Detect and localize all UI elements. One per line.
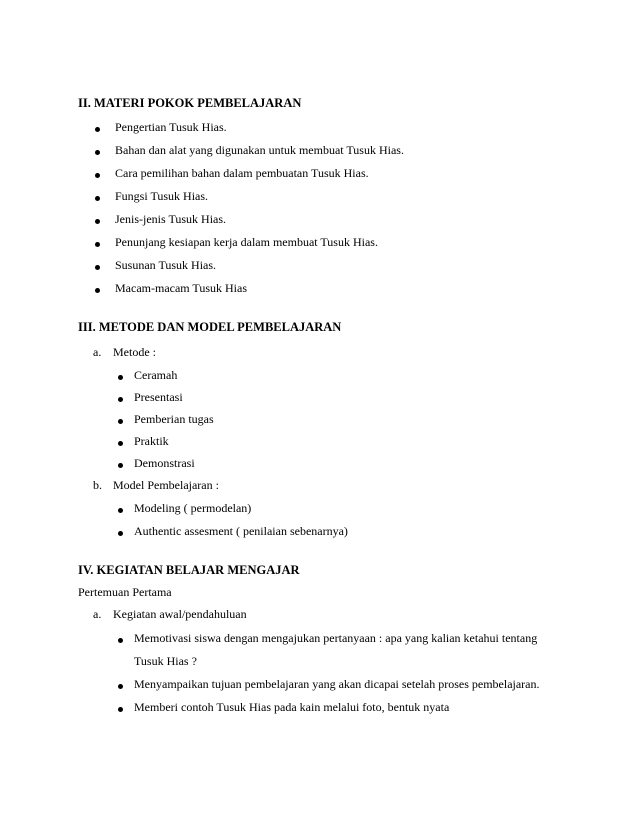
metode-title: Metode : [113,345,156,359]
bullet-icon [95,288,100,293]
bullet-icon [118,638,123,643]
bullet-icon [95,242,100,247]
list-item: Susunan Tusuk Hias. [115,258,217,272]
bullet-icon [118,419,123,424]
list-item: Praktik [134,434,169,448]
section-4-heading: IV. KEGIATAN BELAJAR MENGAJAR [78,563,300,577]
list-item: Modeling ( permodelan) [134,501,252,515]
bullet-icon [118,441,123,446]
list-item: Fungsi Tusuk Hias. [115,189,209,203]
section-3-heading: III. METODE DAN MODEL PEMBELAJARAN [78,320,342,334]
list-item: Memberi contoh Tusuk Hias pada kain melalui foto, bentuk nyata [134,700,450,714]
model-title: Model Pembelajaran : [113,478,219,492]
section-2-heading: II. MATERI POKOK PEMBELAJARAN [78,96,302,110]
bullet-icon [118,397,123,402]
list-item: Memotivasi siswa dengan mengajukan pertanyaan : apa yang kalian ketahui tentang [134,631,538,645]
bullet-icon [95,150,100,155]
bullet-icon [118,684,123,689]
list-item: Authentic assesment ( penilaian sebenarnya) [134,524,348,538]
list-item-continuation: Tusuk Hias ? [134,654,197,668]
bullet-icon [95,219,100,224]
kegiatan-awal-title: Kegiatan awal/pendahuluan [113,607,247,621]
list-item: Demonstrasi [134,456,195,470]
bullet-icon [118,531,123,536]
bullet-icon [95,127,100,132]
list-item: Bahan dan alat yang digunakan untuk membuat Tusuk Hias. [115,143,404,157]
list-item: Penunjang kesiapan kerja dalam membuat Tusuk Hias. [115,235,378,249]
list-item: Pengertian Tusuk Hias. [115,120,227,134]
list-item: Presentasi [134,390,183,404]
list-item: Ceramah [134,368,178,382]
sub-label-a: a. [93,345,102,359]
list-item: Macam-macam Tusuk Hias [115,281,247,295]
list-item: Jenis-jenis Tusuk Hias. [115,212,227,226]
bullet-icon [118,707,123,712]
bullet-icon [95,265,100,270]
sub-label-a: a. [93,607,102,621]
meeting-subheading: Pertemuan Pertama [78,585,172,599]
bullet-icon [118,463,123,468]
list-item: Menyampaikan tujuan pembelajaran yang akan dicapai setelah proses pembelajaran. [134,677,540,691]
list-item: Pemberian tugas [134,412,214,426]
sub-label-b: b. [93,478,102,492]
bullet-icon [118,508,123,513]
bullet-icon [95,173,100,178]
bullet-icon [95,196,100,201]
bullet-icon [118,375,123,380]
list-item: Cara pemilihan bahan dalam pembuatan Tusuk Hias. [115,166,369,180]
